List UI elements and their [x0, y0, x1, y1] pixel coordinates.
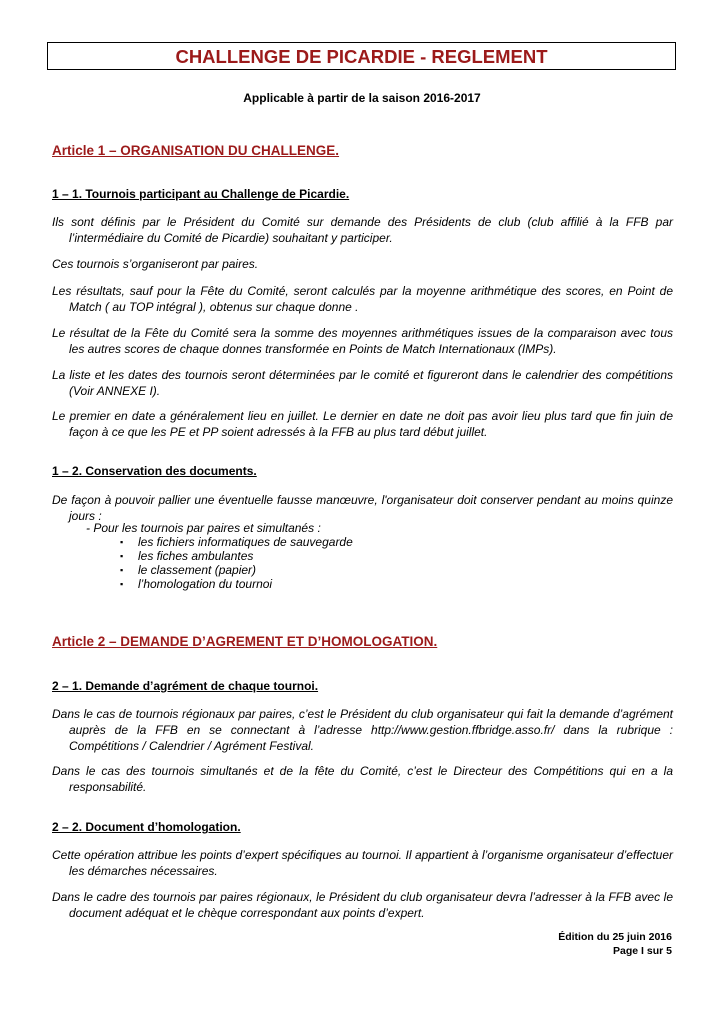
paragraph	[52, 492, 673, 524]
list-item	[120, 535, 353, 549]
paragraph	[52, 847, 673, 879]
paragraph-text: Dans le cas des tournois simultanés et de la fête du Comité, c’est le Directeur des Compétitions qui en a la responsabilité.	[52, 764, 673, 794]
edition-date: Édition du 25 juin 2016	[558, 931, 672, 943]
paragraph-text: Dans le cadre des tournois par paires régionaux, le Président du club organisateur devra l’adresser à la FFB avec le document adéquat et le chèque correspondant aux points d’expert.	[52, 890, 673, 920]
article-2-heading: Article 2 – DEMANDE D’AGREMENT ET D’HOMOLOGATION.	[52, 634, 438, 649]
square-bullet-icon: ▪	[120, 579, 124, 589]
paragraph-text: De façon à pouvoir pallier une éventuelle fausse manœuvre, l'organisateur doit conserver pendant au moins quinze jours :	[52, 493, 673, 523]
page-title: CHALLENGE DE PICARDIE - REGLEMENT	[47, 42, 676, 70]
paragraph	[52, 325, 673, 357]
paragraph	[52, 256, 673, 272]
paragraph-text: Cette opération attribue les points d’expert spécifiques au tournoi. Il appartient à l’organisme organisateur d’effectuer les démarches nécessaires.	[52, 848, 673, 878]
paragraph	[52, 763, 673, 795]
paragraph	[52, 889, 673, 921]
paragraph	[52, 408, 673, 440]
paragraph	[52, 283, 673, 315]
section-2-2-heading: 2 – 2. Document d’homologation.	[52, 820, 241, 834]
section-1-1-heading: 1 – 1. Tournois participant au Challenge de Picardie.	[52, 187, 350, 201]
bullet-list	[120, 535, 353, 591]
list-item-text: les fiches ambulantes	[138, 549, 254, 563]
square-bullet-icon: ▪	[120, 551, 124, 561]
section-1-2-heading: 1 – 2. Conservation des documents.	[52, 464, 257, 478]
list-item-text: le classement (papier)	[138, 563, 257, 577]
paragraph-text: Les résultats, sauf pour la Fête du Comité, seront calculés par la moyenne arithmétique des scores, en Point de Match ( au TOP intégral ), obtenus sur chaque donne .	[52, 284, 673, 314]
square-bullet-icon: ▪	[120, 565, 124, 575]
dash-list-item: - Pour les tournois par paires et simultanés :	[86, 521, 321, 535]
paragraph-text: Dans le cas de tournois régionaux par paires, c’est le Président du club organisateur qui fait la demande d’agrément auprès de la FFB en se connectant à l’adresse http://www.gestion.ffbridge.asso.fr/ dans la rubrique : Compétitions / Calendrier / Agrément Festival.	[52, 707, 673, 753]
paragraph-text: Le premier en date a généralement lieu en juillet. Le dernier en date ne doit pas avoir lieu plus tard que fin juin de façon à ce que les PE et PP soient adressés à la FFB au plus tard début juillet.	[52, 409, 673, 439]
paragraph	[52, 706, 673, 754]
list-item	[120, 577, 353, 591]
paragraph-text: La liste et les dates des tournois seront déterminées par le comité et figureront dans le calendrier des compétitions (Voir ANNEXE I).	[52, 368, 673, 398]
paragraph-text: Ils sont définis par le Président du Comité sur demande des Présidents de club (club affilié à la FFB par l’intermédiaire du Comité de Picardie) souhaitant y participer.	[52, 215, 673, 245]
article-1-heading: Article 1 – ORGANISATION DU CHALLENGE.	[52, 143, 340, 158]
list-item	[120, 563, 353, 577]
page-footer	[558, 930, 672, 958]
paragraph	[52, 367, 673, 399]
section-2-1-heading: 2 – 1. Demande d’agrément de chaque tournoi.	[52, 679, 319, 693]
list-item	[120, 549, 353, 563]
paragraph-text: Le résultat de la Fête du Comité sera la somme des moyennes arithmétiques issues de la comparaison avec tous les autres scores de chaque donnes transformée en Points de Match Internationaux (IMPs).	[52, 326, 673, 356]
list-item-text: l’homologation du tournoi	[138, 577, 273, 591]
page-number: Page I sur 5	[613, 945, 672, 957]
list-item-text: les fichiers informatiques de sauvegarde	[138, 535, 353, 549]
paragraph	[52, 214, 673, 246]
paragraph-text: Ces tournois s’organiseront par paires.	[52, 257, 259, 271]
square-bullet-icon: ▪	[120, 537, 124, 547]
subtitle: Applicable à partir de la saison 2016-2017	[243, 91, 481, 105]
